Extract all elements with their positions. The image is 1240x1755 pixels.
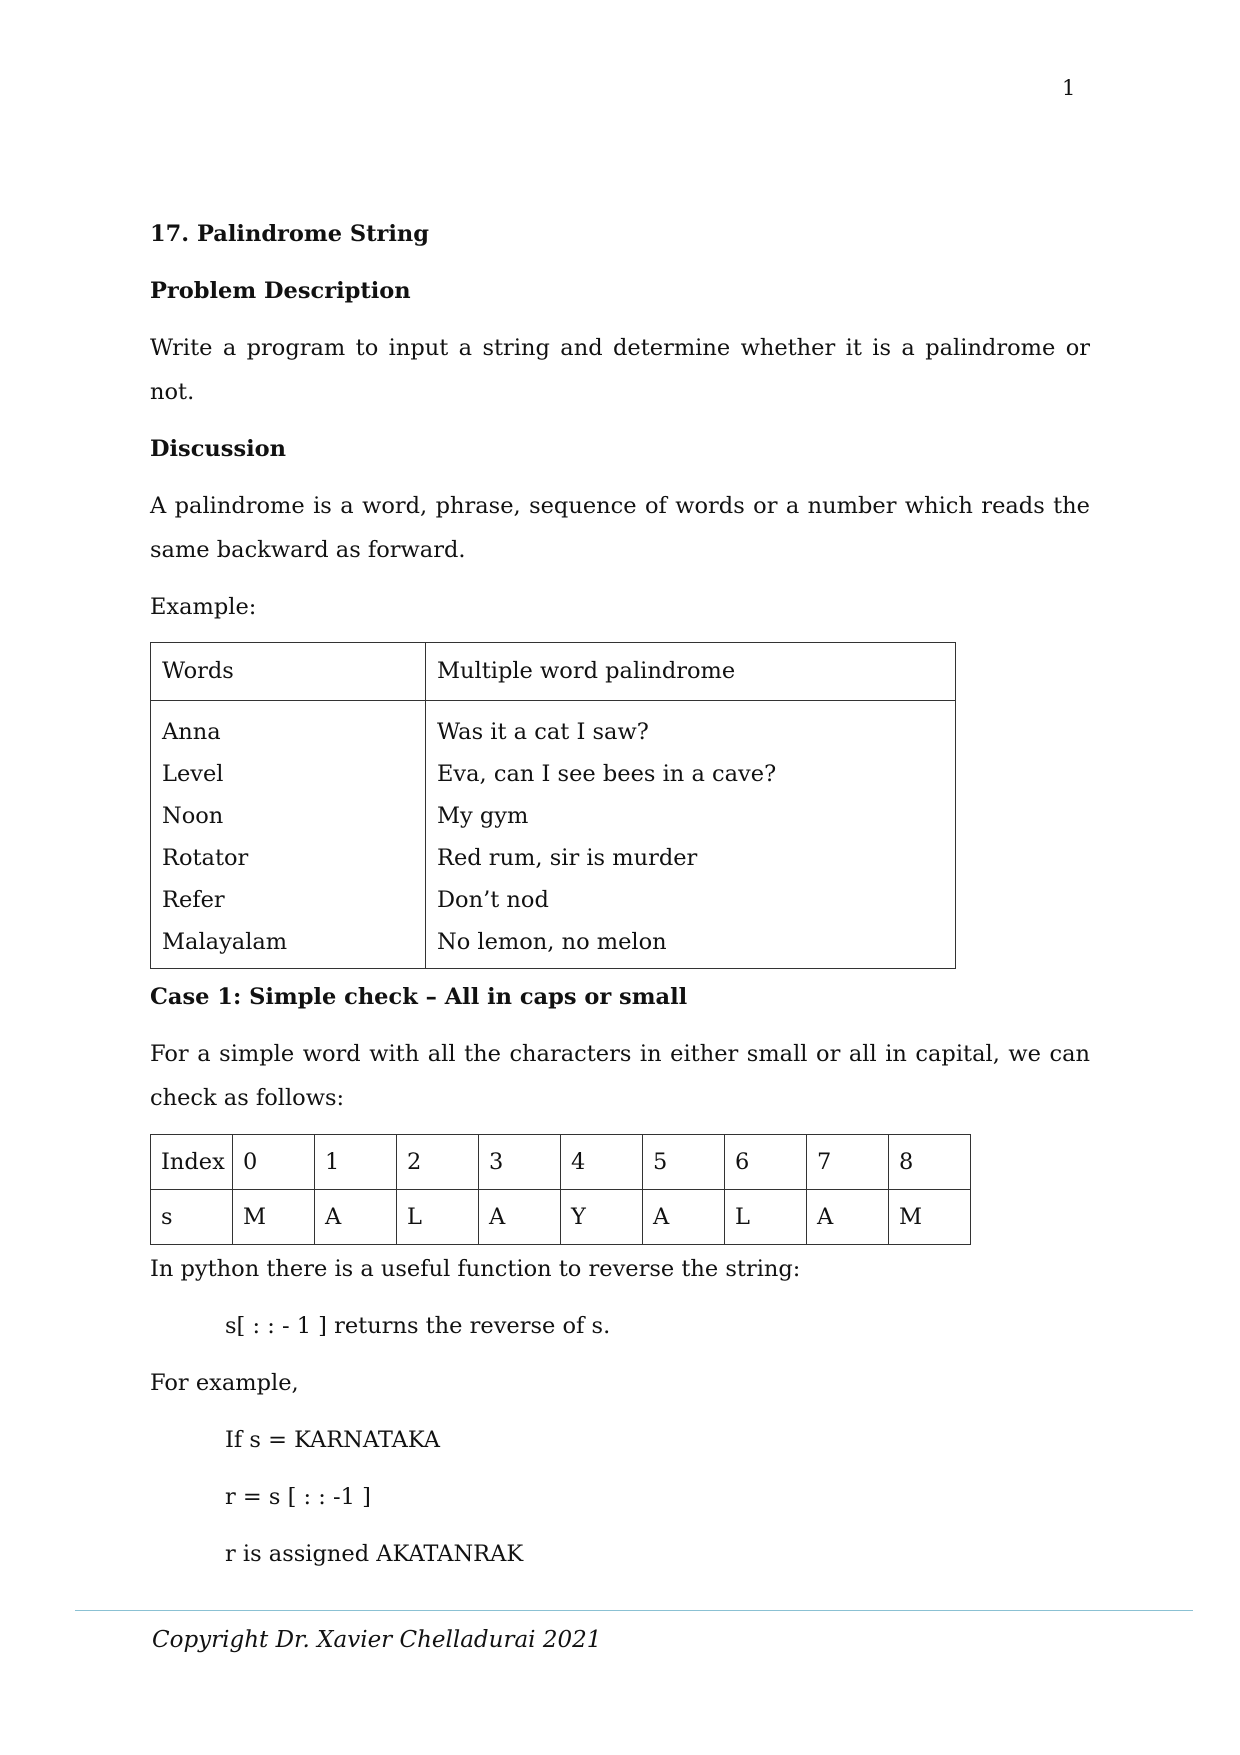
char-cell: Y — [561, 1190, 643, 1245]
table-row — [151, 879, 956, 921]
example-line: r = s [ : : -1 ] — [225, 1484, 371, 1510]
word-cell: Malayalam — [151, 921, 426, 969]
problem-text: Write a program to input a string and determine whether it is a palindrome or not. — [150, 335, 1090, 405]
s-label-cell: s — [151, 1190, 233, 1245]
index-cell: 2 — [397, 1135, 479, 1190]
index-cell: 3 — [479, 1135, 561, 1190]
phrase-cell: Red rum, sir is murder — [426, 837, 956, 879]
word-cell: Level — [151, 753, 426, 795]
table-header-row — [151, 643, 956, 701]
phrase-cell: No lemon, no melon — [426, 921, 956, 969]
char-cell: A — [643, 1190, 725, 1245]
reverse-intro: In python there is a useful function to reverse the string: — [150, 1256, 801, 1282]
index-cell: 6 — [725, 1135, 807, 1190]
char-cell: A — [807, 1190, 889, 1245]
index-cell: 8 — [889, 1135, 971, 1190]
table-row — [151, 753, 956, 795]
char-cell: A — [315, 1190, 397, 1245]
index-cell: 4 — [561, 1135, 643, 1190]
table-row — [151, 795, 956, 837]
index-row — [151, 1135, 971, 1190]
table-row — [151, 921, 956, 969]
discussion-heading: Discussion — [150, 436, 287, 462]
phrase-cell: Don’t nod — [426, 879, 956, 921]
index-cell: 5 — [643, 1135, 725, 1190]
string-index-table — [150, 1134, 971, 1245]
footer-copyright: Copyright Dr. Xavier Chelladurai 2021 — [152, 1627, 602, 1653]
for-example: For example, — [150, 1370, 299, 1396]
char-cell: M — [889, 1190, 971, 1245]
problem-heading: Problem Description — [150, 278, 411, 304]
page-number: 1 — [1062, 76, 1076, 100]
index-label-cell: Index — [151, 1135, 233, 1190]
example-line: r is assigned AKATANRAK — [225, 1541, 524, 1567]
index-cell: 7 — [807, 1135, 889, 1190]
table-row — [151, 701, 956, 754]
discussion-text: A palindrome is a word, phrase, sequence of words or a number which reads the same backward as forward. — [150, 493, 1090, 563]
case1-text: For a simple word with all the characters in either small or all in capital, we can check as follows: — [150, 1041, 1090, 1111]
char-cell: M — [233, 1190, 315, 1245]
word-cell: Refer — [151, 879, 426, 921]
word-cell: Noon — [151, 795, 426, 837]
case1-heading: Case 1: Simple check – All in caps or small — [150, 984, 688, 1010]
multiple-word-column-header: Multiple word palindrome — [426, 643, 956, 701]
phrase-cell: My gym — [426, 795, 956, 837]
char-cell: A — [479, 1190, 561, 1245]
char-cell: L — [725, 1190, 807, 1245]
char-cell: L — [397, 1190, 479, 1245]
example-line: If s = KARNATAKA — [225, 1427, 441, 1453]
index-cell: 1 — [315, 1135, 397, 1190]
phrase-cell: Eva, can I see bees in a cave? — [426, 753, 956, 795]
word-cell: Anna — [151, 701, 426, 754]
footer-divider — [75, 1610, 1193, 1611]
document-body — [150, 212, 1090, 1589]
reverse-syntax: s[ : : - 1 ] returns the reverse of s. — [225, 1313, 611, 1339]
example-label: Example: — [150, 594, 257, 620]
words-column-header: Words — [151, 643, 426, 701]
index-cell: 0 — [233, 1135, 315, 1190]
char-row — [151, 1190, 971, 1245]
phrase-cell: Was it a cat I saw? — [426, 701, 956, 754]
word-cell: Rotator — [151, 837, 426, 879]
section-title: 17. Palindrome String — [150, 221, 430, 247]
table-row — [151, 837, 956, 879]
palindrome-examples-table — [150, 642, 956, 969]
